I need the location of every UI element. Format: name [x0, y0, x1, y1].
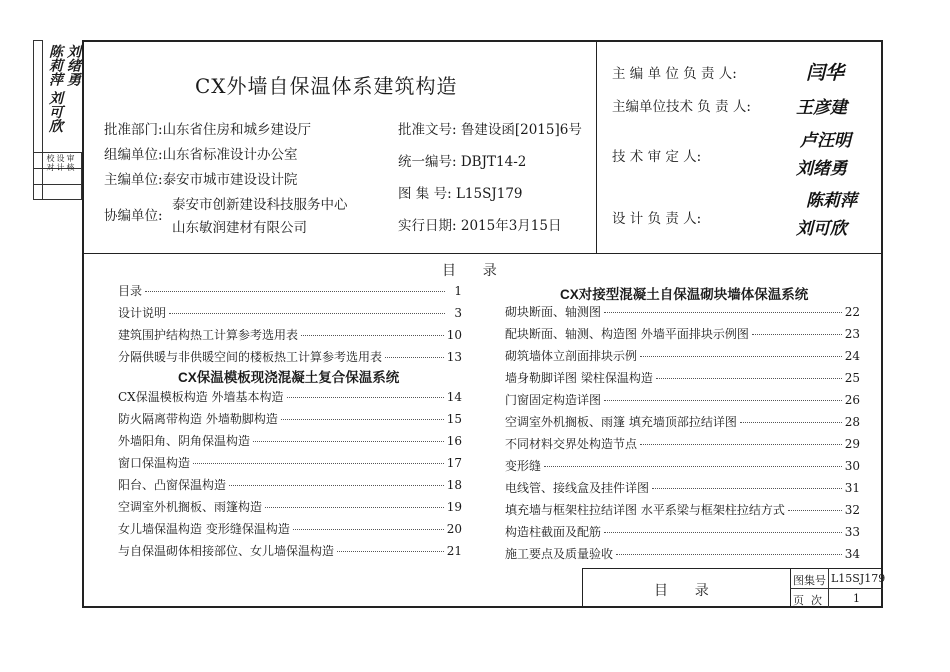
toc-entry-page: 21: [446, 544, 462, 558]
toc-entry-title: 窗口保温构造: [118, 456, 191, 470]
toc-leader-dots: [544, 466, 842, 467]
toc-entry-page: 22: [844, 305, 860, 319]
toc-entry[interactable]: [505, 479, 860, 497]
toc-entry-page: 30: [844, 459, 860, 473]
title-block-left: [582, 568, 583, 608]
side-label-design: 设计: [56, 154, 65, 172]
toc-entry[interactable]: [505, 457, 860, 475]
title-block-name: 目 录: [654, 583, 709, 599]
meta-approval-no: 批准文号: 鲁建设函[2015]6号: [398, 122, 582, 138]
toc-entry[interactable]: [118, 542, 462, 560]
toc-entry-page: 3: [454, 306, 462, 320]
toc-entry-title: 外墙阳角、阴角保温构造: [118, 434, 251, 448]
toc-entry[interactable]: [505, 545, 860, 563]
atlas-no-value: L15SJ179: [831, 572, 886, 585]
field-chief-editor: 主编单位:泰安市城市建设设计院: [104, 172, 298, 188]
toc-entry-title: 门窗固定构造详图: [505, 393, 602, 407]
toc-leader-dots: [253, 441, 444, 442]
toc-entry-page: 29: [844, 437, 860, 451]
toc-entry-title: 砌块断面、轴测图: [505, 305, 602, 319]
toc-leader-dots: [385, 357, 444, 358]
toc-entry-page: 31: [844, 481, 860, 495]
toc-entry-title: 变形缝: [505, 459, 542, 473]
toc-entry-title: 空调室外机搁板、雨篷 填充墙顶部拉结详图: [505, 415, 737, 429]
toc-leader-dots: [337, 551, 444, 552]
toc-entry-title: 与自保温砌体相接部位、女儿墙保温构造: [118, 544, 335, 558]
toc-entry-page: 16: [446, 434, 462, 448]
approval-side-strip: [33, 40, 82, 200]
side-signature-1: 陈莉萍 刘可欣: [47, 44, 63, 133]
role-design-head: 设 计 负 责 人:: [612, 211, 702, 227]
toc-entry[interactable]: [118, 348, 462, 366]
toc-entry-page: 24: [844, 349, 860, 363]
toc-entry-title: 建筑围护结构热工计算参考选用表: [118, 328, 299, 342]
toc-entry[interactable]: [505, 303, 860, 321]
toc-entry-title: CX保温模板构造 外墙基本构造: [118, 390, 284, 404]
field-co-editor-2: 山东敏润建材有限公司: [172, 220, 307, 236]
toc-entry[interactable]: [118, 520, 462, 538]
signature-reviewer-2: 刘绪勇: [796, 159, 847, 179]
header-right-divider: [596, 40, 597, 253]
meta-effective-date: 实行日期: 2015年3月15日: [398, 218, 562, 234]
toc-entry-title: 施工要点及质量验收: [505, 547, 614, 561]
signature-chief-unit-head: 闫华: [806, 62, 845, 84]
toc-entry-title: 配块断面、轴测、构造图 外墙平面排块示例图: [505, 327, 749, 341]
toc-leader-dots: [265, 507, 444, 508]
toc-entry-page: 1: [454, 284, 462, 298]
toc-entry-page: 13: [446, 350, 462, 364]
field-co-editor-label: 协编单位:: [104, 208, 163, 224]
toc-entry-title: 填充墙与框架柱拉结详图 水平系梁与框架柱拉结方式: [505, 503, 785, 517]
toc-entry[interactable]: [505, 391, 860, 409]
toc-entry-page: 20: [446, 522, 462, 536]
toc-leader-dots: [604, 532, 842, 533]
page-title: CX外墙自保温体系建筑构造: [195, 74, 458, 98]
field-approval-dept: 批准部门:山东省住房和城乡建设厅: [104, 122, 312, 138]
toc-entry[interactable]: [505, 325, 860, 343]
toc-right-section-title: CX对接型混凝土自保温砌块墙体保温系统: [560, 287, 809, 302]
toc-entry-page: 32: [844, 503, 860, 517]
toc-leader-dots: [752, 334, 842, 335]
meta-atlas-no: 图 集 号: L15SJ179: [398, 186, 523, 202]
side-label-proofread: 校对: [46, 154, 55, 172]
toc-entry-page: 14: [446, 390, 462, 404]
toc-entry-title: 电线管、接线盒及挂件详图: [505, 481, 650, 495]
toc-entry-page: 26: [844, 393, 860, 407]
toc-entry[interactable]: [505, 413, 860, 431]
toc-entry[interactable]: [505, 501, 860, 519]
toc-leader-dots: [788, 510, 842, 511]
signature-design-head-2: 刘可欣: [796, 219, 847, 239]
toc-entry-title: 构造柱截面及配筋: [505, 525, 602, 539]
toc-entry[interactable]: [505, 369, 860, 387]
toc-leader-dots: [740, 422, 842, 423]
toc-entry-page: 10: [446, 328, 462, 342]
field-co-editor-1: 泰安市创新建设科技服务中心: [172, 197, 348, 213]
toc-entry-title: 空调室外机搁板、雨篷构造: [118, 500, 263, 514]
toc-entry-page: 18: [446, 478, 462, 492]
toc-leader-dots: [301, 335, 444, 336]
side-signature-2: 刘绪勇: [65, 44, 81, 86]
toc-leader-dots: [652, 488, 842, 489]
side-label-review: 审核: [66, 154, 75, 172]
toc-leader-dots: [169, 313, 445, 314]
toc-entry[interactable]: [118, 282, 462, 300]
toc-leader-dots: [656, 378, 842, 379]
title-block-top: [582, 568, 883, 569]
signature-reviewer-1: 卢汪明: [800, 131, 851, 151]
toc-leader-dots: [616, 554, 842, 555]
atlas-no-label: 图集号: [793, 574, 826, 587]
meta-unified-no: 统一编号: DBJT14-2: [398, 154, 527, 170]
toc-entry[interactable]: [118, 498, 462, 516]
toc-entry-page: 25: [844, 371, 860, 385]
header-divider: [82, 253, 883, 254]
toc-leader-dots: [281, 419, 444, 420]
toc-entry-title: 防火隔离带构造 外墙勒脚构造: [118, 412, 278, 426]
signature-tech-head: 王彦建: [796, 98, 847, 118]
toc-heading: 目 录: [442, 263, 497, 279]
toc-leader-dots: [229, 485, 444, 486]
toc-entry[interactable]: [118, 476, 462, 494]
toc-entry[interactable]: [118, 388, 462, 406]
toc-entry-page: 17: [446, 456, 462, 470]
toc-leader-dots: [640, 444, 842, 445]
toc-entry-title: 女儿墙保温构造 变形缝保温构造: [118, 522, 290, 536]
toc-entry-title: 阳台、凸窗保温构造: [118, 478, 227, 492]
toc-entry-title: 墙身勒脚详图 梁柱保温构造: [505, 371, 653, 385]
toc-entry[interactable]: [505, 435, 860, 453]
toc-entry[interactable]: [118, 304, 462, 322]
toc-entry-title: 分隔供暖与非供暖空间的楼板热工计算参考选用表: [118, 350, 383, 364]
toc-leader-dots: [640, 356, 842, 357]
toc-leader-dots: [604, 400, 842, 401]
toc-entry-title: 目录: [118, 284, 143, 298]
toc-entry-title: 不同材料交界处构造节点: [505, 437, 638, 451]
toc-leader-dots: [193, 463, 444, 464]
page-no-value: 1: [853, 592, 860, 605]
signature-design-head-1: 陈莉萍: [806, 191, 857, 211]
field-organizer: 组编单位:山东省标准设计办公室: [104, 147, 298, 163]
toc-entry-page: 23: [844, 327, 860, 341]
toc-left-section-title: CX保温模板现浇混凝土复合保温系统: [178, 370, 400, 385]
toc-entry-page: 15: [446, 412, 462, 426]
toc-entry[interactable]: [118, 454, 462, 472]
toc-entry[interactable]: [505, 347, 860, 365]
toc-entry-page: 34: [844, 547, 860, 561]
page-no-label: 页 次: [793, 594, 822, 607]
role-tech-head: 主编单位技术 负 责 人:: [612, 99, 751, 115]
toc-entry[interactable]: [118, 326, 462, 344]
toc-entry[interactable]: [118, 432, 462, 450]
role-reviewer: 技 术 审 定 人:: [612, 149, 702, 165]
toc-entry-page: 28: [844, 415, 860, 429]
role-chief-unit-head: 主 编 单 位 负 责 人:: [612, 66, 737, 82]
toc-entry-title: 设计说明: [118, 306, 167, 320]
toc-leader-dots: [604, 312, 842, 313]
toc-entry-page: 19: [446, 500, 462, 514]
toc-entry[interactable]: [505, 523, 860, 541]
toc-entry-title: 砌筑墙体立剖面排块示例: [505, 349, 638, 363]
toc-leader-dots: [293, 529, 444, 530]
toc-entry-page: 33: [844, 525, 860, 539]
toc-leader-dots: [287, 397, 444, 398]
toc-leader-dots: [145, 291, 445, 292]
toc-entry[interactable]: [118, 410, 462, 428]
